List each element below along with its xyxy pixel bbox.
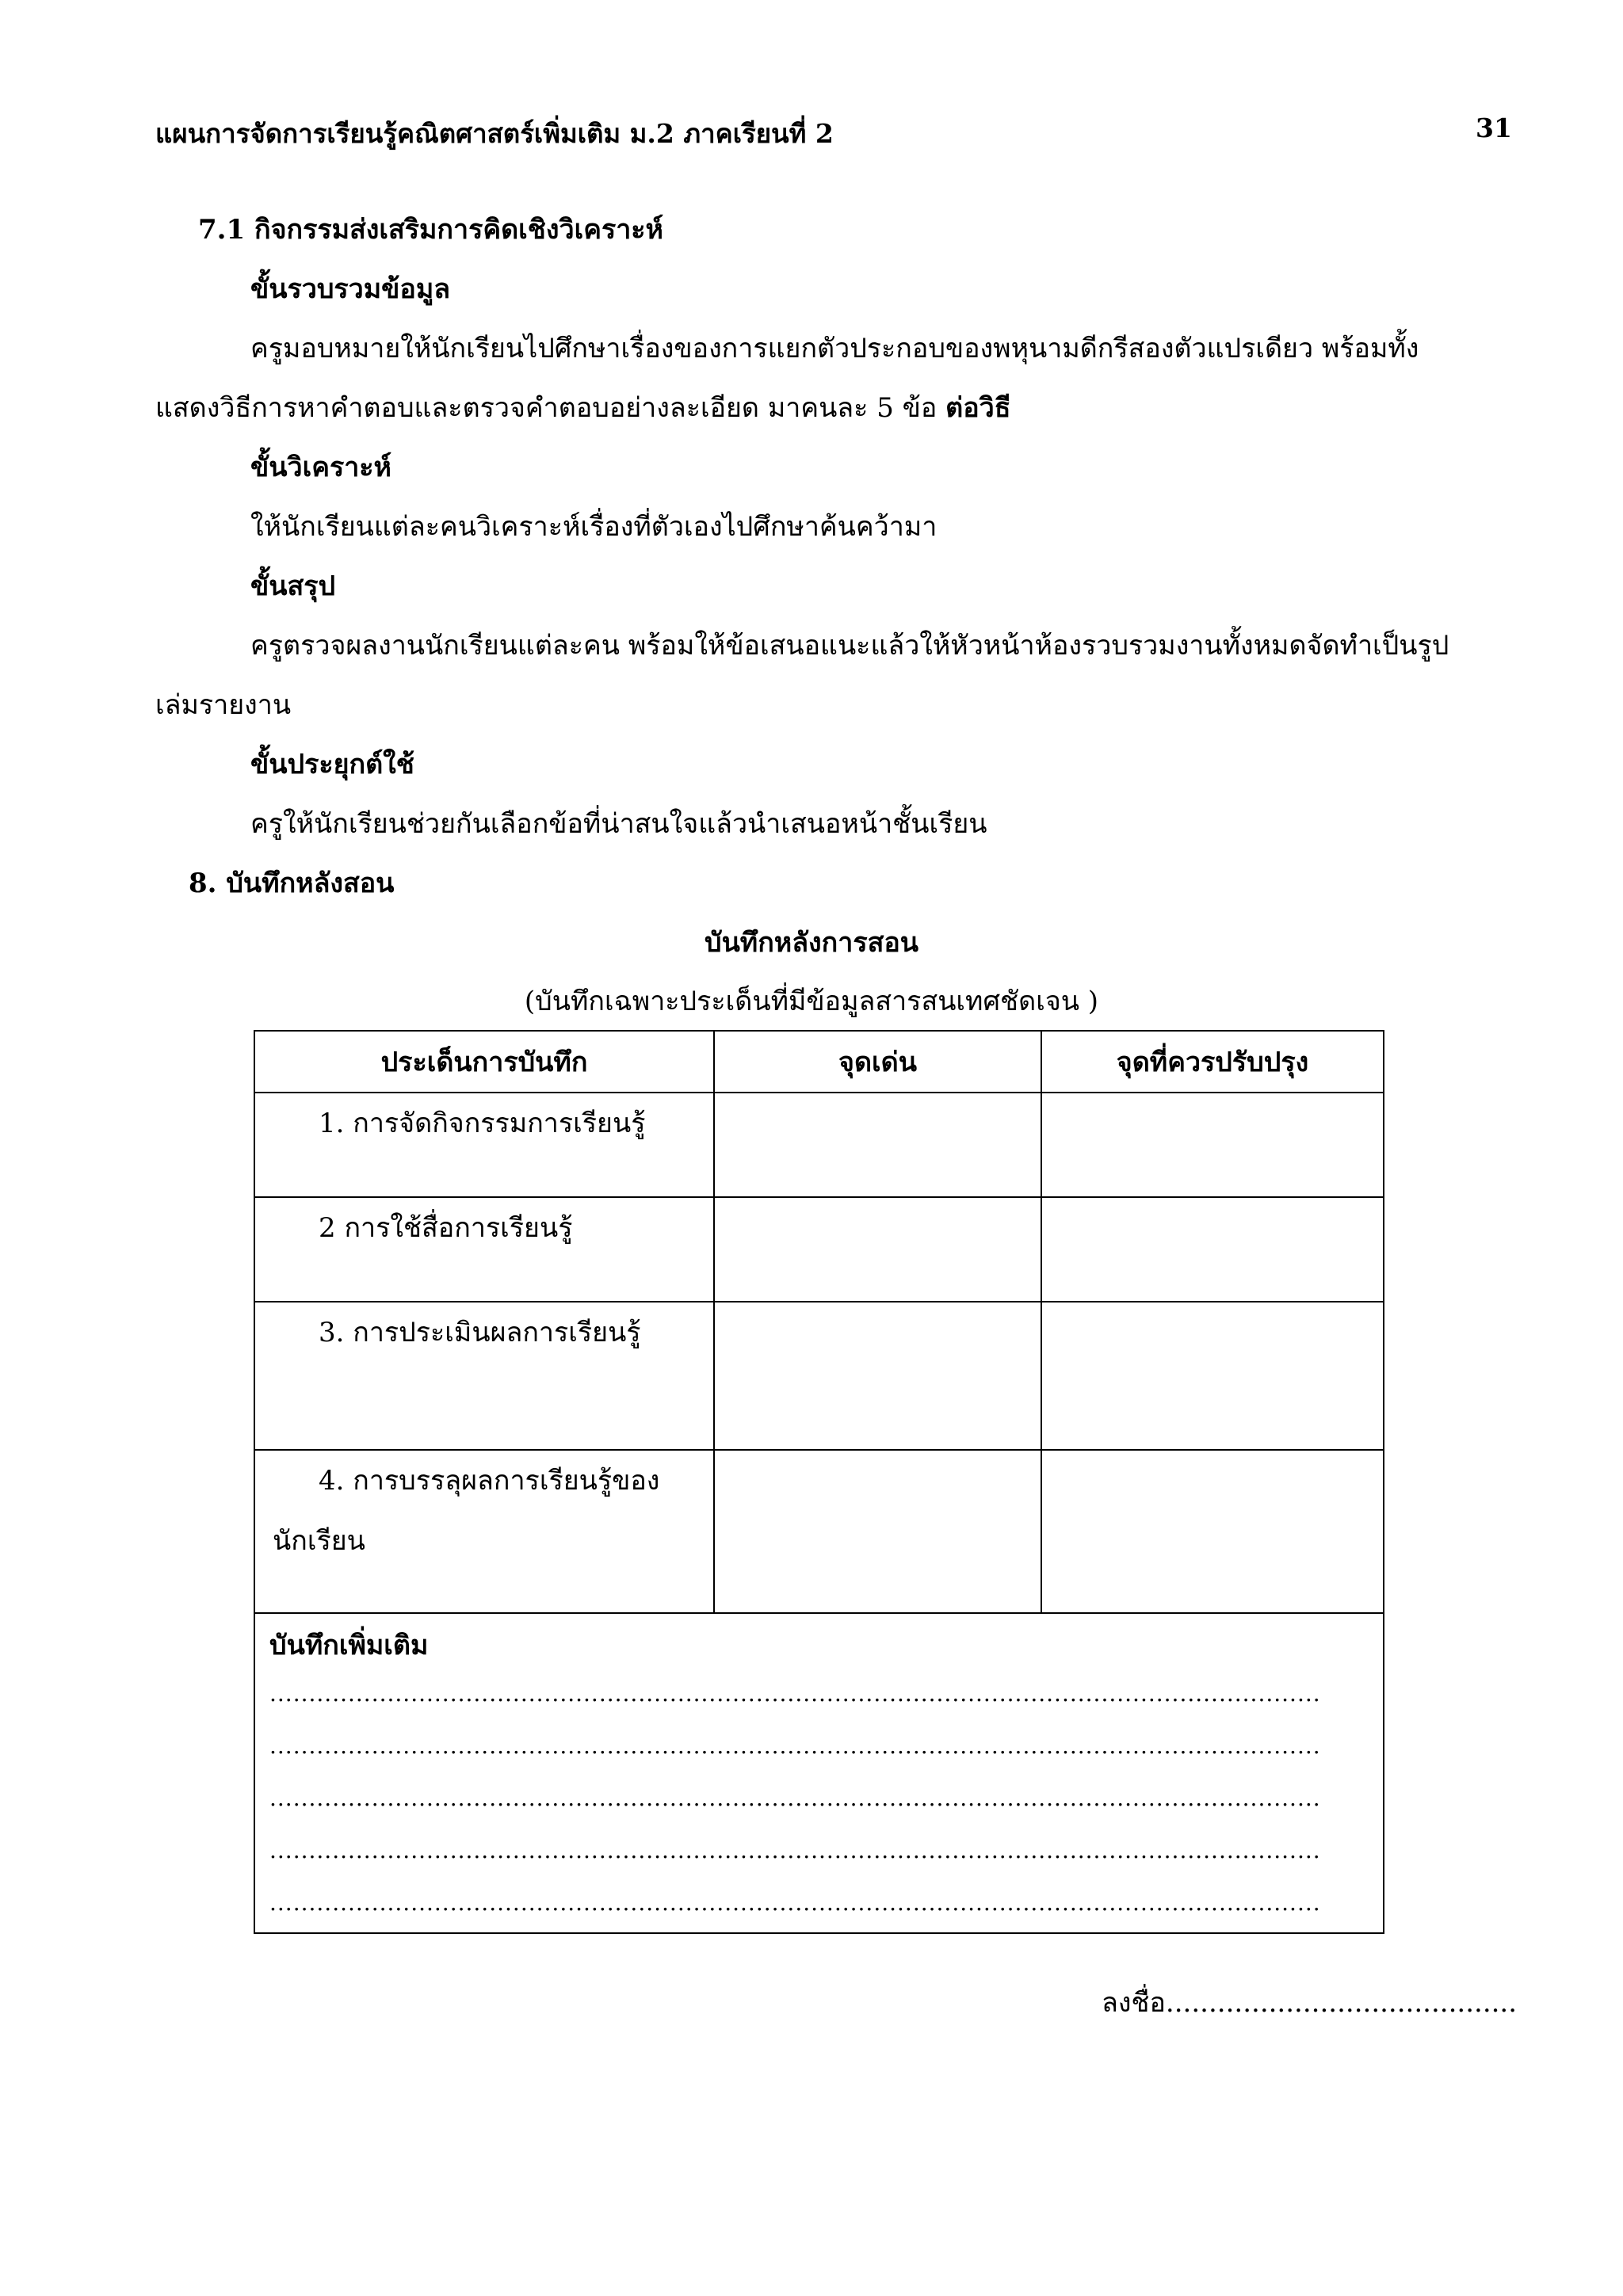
step4-line1: ครูให้นักเรียนช่วยกันเลือกข้อที่น่าสนใจแล้วนำเสนอหน้าชั้นเรียน xyxy=(250,808,987,840)
additional-notes-title: บันทึกเพิ่มเติม xyxy=(269,1630,429,1661)
table-title: บันทึกหลังการสอน xyxy=(704,927,919,959)
dotted-line: ...................................................................................................................................... xyxy=(269,1733,1321,1759)
step1-line2-bold: ต่อวิธี xyxy=(945,392,1011,424)
document-header-title: แผนการจัดการเรียนรู้คณิตศาสตร์เพิ่มเติม ม.2 ภาคเรียนที่ 2 xyxy=(155,118,834,149)
improvements-cell[interactable] xyxy=(1041,1302,1384,1450)
strengths-cell[interactable] xyxy=(714,1093,1041,1197)
step4-title: ขั้นประยุกต์ใช้ xyxy=(250,749,414,780)
section-7-1-heading: 7.1 กิจกรรมส่งเสริมการคิดเชิงวิเคราะห์ xyxy=(198,214,663,246)
step2-line1: ให้นักเรียนแต่ละคนวิเคราะห์เรื่องที่ตัวเองไปศึกษาค้นคว้ามา xyxy=(250,511,938,543)
step3-line2: เล่มรายงาน xyxy=(155,689,292,721)
table-row xyxy=(254,1302,1384,1450)
row-topic-cell xyxy=(254,1450,714,1613)
step1-line2 xyxy=(155,386,1010,429)
dotted-line: ...................................................................................................................................... xyxy=(269,1680,1321,1707)
improvements-cell[interactable] xyxy=(1041,1093,1384,1197)
row-topic-label: 1. การจัดกิจกรรมการเรียนรู้ xyxy=(319,1108,646,1139)
strengths-cell[interactable] xyxy=(714,1197,1041,1302)
additional-notes-row xyxy=(254,1613,1384,1933)
strengths-cell[interactable] xyxy=(714,1302,1041,1450)
improvements-cell[interactable] xyxy=(1041,1450,1384,1613)
column-header-improvements: จุดที่ควรปรับปรุง xyxy=(1041,1031,1384,1093)
dotted-line: ...................................................................................................................................... xyxy=(269,1890,1321,1916)
row-topic-cell xyxy=(254,1197,714,1302)
table-header-row xyxy=(254,1031,1384,1093)
table-row xyxy=(254,1450,1384,1613)
section-8-heading: 8. บันทึกหลังสอน xyxy=(189,868,395,899)
step3-line1: ครูตรวจผลงานนักเรียนแต่ละคน พร้อมให้ข้อเสนอแนะแล้วให้หัวหน้าห้องรวบรวมงานทั้งหมดจัดทำเป็นรูป xyxy=(250,630,1449,662)
strengths-cell[interactable] xyxy=(714,1450,1041,1613)
table-subtitle: (บันทึกเฉพาะประเด็นที่มีข้อมูลสารสนเทศชัดเจน ) xyxy=(524,986,1099,1017)
column-header-topic: ประเด็นการบันทึก xyxy=(254,1031,714,1093)
post-teaching-notes-table xyxy=(254,1030,1384,1934)
table-row xyxy=(254,1197,1384,1302)
column-header-strengths: จุดเด่น xyxy=(714,1031,1041,1093)
signature-line: ลงชื่อ......................................... xyxy=(1102,1987,1518,2019)
row-topic-label: 2 การใช้สื่อการเรียนรู้ xyxy=(319,1212,573,1244)
row-topic-label: 4. การบรรลุผลการเรียนรู้ของนักเรียน xyxy=(273,1465,660,1557)
table-row xyxy=(254,1093,1384,1197)
row-topic-label: 3. การประเมินผลการเรียนรู้ xyxy=(319,1317,641,1348)
step1-title: ขั้นรวบรวมข้อมูล xyxy=(250,273,451,305)
step1-line1: ครูมอบหมายให้นักเรียนไปศึกษาเรื่องของการแยกตัวประกอบของพหุนามดีกรีสองตัวแปรเดียว พร้อมทั้ง xyxy=(250,333,1419,364)
additional-notes-cell[interactable] xyxy=(254,1613,1384,1933)
row-topic-cell xyxy=(254,1302,714,1450)
page-number: 31 xyxy=(1476,113,1512,143)
step3-title: ขั้นสรุป xyxy=(250,570,336,602)
step2-title: ขั้นวิเคราะห์ xyxy=(250,452,391,483)
row-topic-cell xyxy=(254,1093,714,1197)
step1-line2-text: แสดงวิธีการหาคำตอบและตรวจคำตอบอย่างละเอียด มาคนละ 5 ข้อ xyxy=(155,392,946,424)
dotted-line: ...................................................................................................................................... xyxy=(269,1837,1321,1863)
dotted-line: ...................................................................................................................................... xyxy=(269,1785,1321,1811)
improvements-cell[interactable] xyxy=(1041,1197,1384,1302)
